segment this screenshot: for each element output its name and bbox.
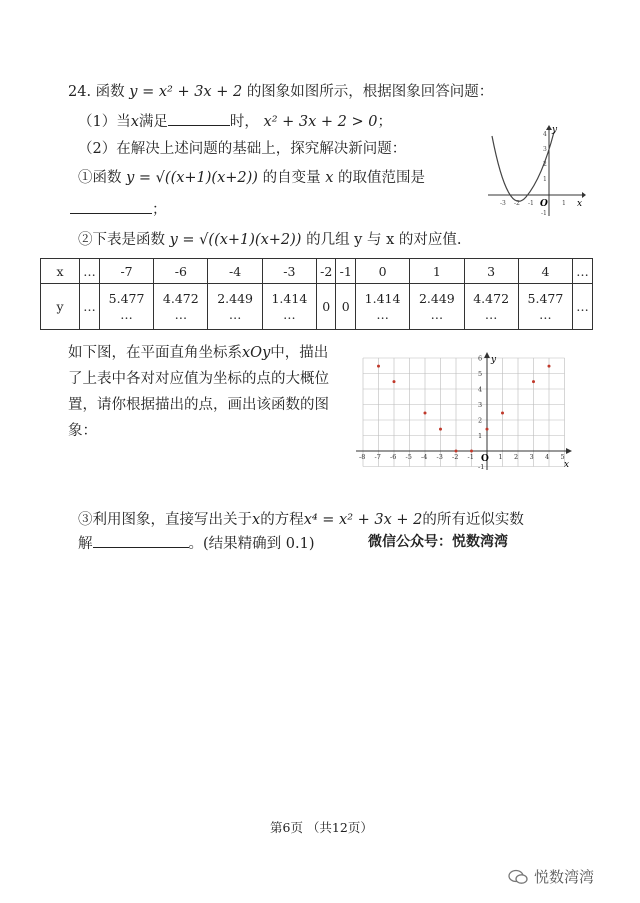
plotted-point xyxy=(393,380,396,383)
plot-instructions: 如下图，在平面直角坐标系xOy中，描出 了上表中各对对应值为坐标的点的大概位 置，请你根据描出的点，画出该函数的图 象： xyxy=(68,345,329,439)
sub-question-3-answer: 解 。(结果精确到 0.1) xyxy=(78,532,314,553)
row-label-y: y xyxy=(41,284,80,330)
part-1: （1）当x满足 时， x² + 3x + 2 > 0； xyxy=(78,110,392,131)
question-number: 24. xyxy=(68,84,92,100)
svg-text:-2: -2 xyxy=(514,200,520,207)
x-tick-label: -1 xyxy=(467,453,474,461)
part-2: （2）在解决上述问题的基础上，探究解决新问题： xyxy=(78,141,407,157)
x-tick-label: -8 xyxy=(359,453,366,461)
y-tick-label: -1 xyxy=(478,463,485,471)
plotted-point xyxy=(486,428,489,431)
y-tick-label: 2 xyxy=(478,416,483,425)
plotted-point xyxy=(548,365,551,368)
plotted-point xyxy=(532,380,535,383)
svg-text:4: 4 xyxy=(543,131,547,138)
x-tick-label: -6 xyxy=(390,453,397,461)
x-tick-label: -5 xyxy=(405,453,412,461)
x-tick-label: 2 xyxy=(514,453,519,461)
plotted-point xyxy=(377,365,380,368)
x-tick-label: -2 xyxy=(452,453,459,461)
sub-question-2: ②下表是函数 y = √((x+1)(x+2)) 的几组 y 与 x 的对应值. xyxy=(78,232,462,248)
row-label-x: x xyxy=(41,259,80,284)
y-tick-label: 1 xyxy=(478,432,483,440)
x-tick-label: 1 xyxy=(498,453,503,461)
watermark-text: 微信公众号：悦数湾湾 xyxy=(368,534,508,550)
corner-watermark: 悦数湾湾 xyxy=(508,866,594,887)
y-axis-label: y xyxy=(552,125,558,135)
y-tick-label: 6 xyxy=(478,354,483,363)
parabola-graph xyxy=(486,124,586,219)
sub-question-1: ①函数 y = √((x+1)(x+2)) 的自变量 x 的取值范围是 xyxy=(78,170,425,186)
y-axis-label: y xyxy=(491,355,497,365)
answer-blank-3[interactable] xyxy=(93,533,189,548)
x-tick-label: 4 xyxy=(545,453,550,461)
plotted-point xyxy=(424,412,427,415)
answer-blank-2[interactable] xyxy=(70,199,152,214)
svg-text:3: 3 xyxy=(543,146,547,153)
x-tick-label: 5 xyxy=(560,453,565,461)
sub-question-3: ③利用图象，直接写出关于x的方程x⁴ = x² + 3x + 2的所有近似实数 xyxy=(78,512,524,528)
x-tick-label: -3 xyxy=(436,453,443,461)
x-tick-label: 3 xyxy=(529,453,534,461)
table-row-y: y … 5.477 … 4.472 … 2.449 … 1.414 … 0 0 1.414 … 2.449 … 4.472 … 5.477 … … xyxy=(41,284,593,330)
x-tick-label: -7 xyxy=(374,453,381,461)
svg-text:-1: -1 xyxy=(541,210,547,217)
origin-label: O xyxy=(481,454,489,464)
y-tick-label: 3 xyxy=(478,401,483,409)
coordinate-grid xyxy=(350,350,580,475)
answer-blank-1[interactable] xyxy=(168,111,230,126)
svg-text:1: 1 xyxy=(562,200,566,207)
plotted-point xyxy=(470,450,473,453)
svg-text:-1: -1 xyxy=(528,200,534,207)
question-header: 24. 函数 y = x² + 3x + 2 的图象如图所示，根据图象回答问题： xyxy=(68,84,494,100)
x-axis-label: x xyxy=(577,199,583,209)
x-ticks xyxy=(500,200,566,207)
svg-text:-3: -3 xyxy=(500,200,506,207)
plotted-point xyxy=(455,450,458,453)
plotted-point xyxy=(501,412,504,415)
page-footer: 第6页 （共12页） xyxy=(270,820,373,835)
table-row-x: x … -7 -6 -4 -3 -2 -1 0 1 3 4 … xyxy=(41,259,593,284)
svg-text:2: 2 xyxy=(543,161,547,168)
value-table xyxy=(40,258,593,330)
y-tick-label: 5 xyxy=(478,370,483,378)
plotted-point xyxy=(439,428,442,431)
svg-text:1: 1 xyxy=(543,176,547,183)
sub-question-1-answer: ； xyxy=(70,198,167,219)
wechat-icon xyxy=(508,869,528,885)
y-tick-label: 4 xyxy=(478,385,483,394)
x-tick-label: -4 xyxy=(421,453,428,461)
x-axis-label: x xyxy=(564,460,570,470)
origin-label: O xyxy=(540,199,548,209)
function-expression: y = x² + 3x + 2 xyxy=(129,84,243,100)
